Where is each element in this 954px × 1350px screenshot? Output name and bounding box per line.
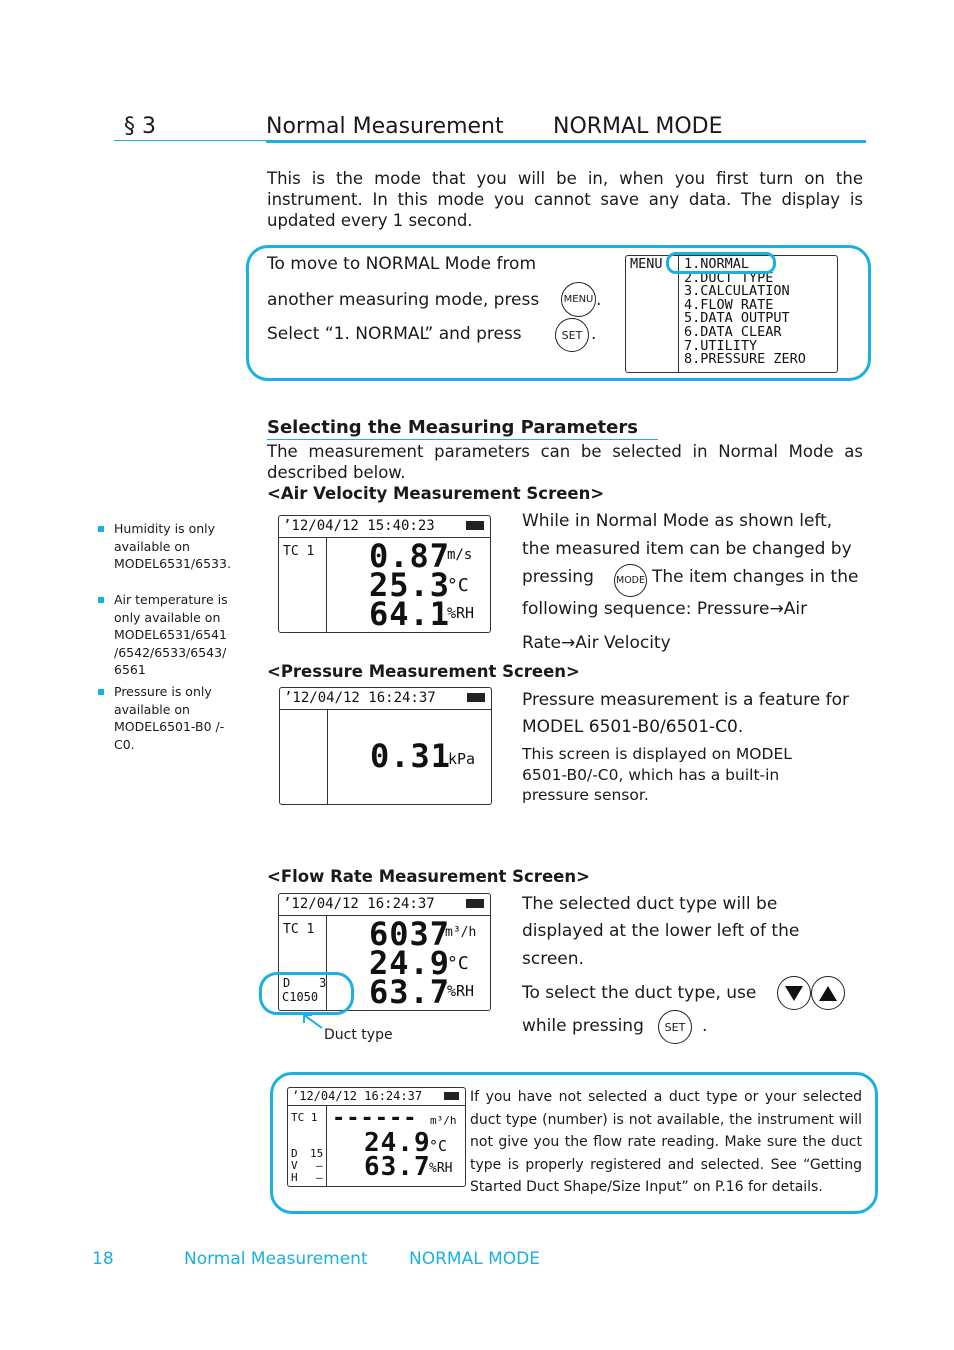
pressure-heading: <Pressure Measurement Screen> bbox=[267, 662, 580, 681]
lcd-humidity-value: 64.1 bbox=[369, 595, 451, 633]
lcd-temp-unit: °C bbox=[447, 575, 469, 596]
params-heading: Selecting the Measuring Parameters bbox=[267, 417, 638, 438]
lcd-humidity-unit: %RH bbox=[447, 604, 475, 622]
page-mode-title: NORMAL MODE bbox=[553, 114, 723, 139]
lcd-flow-unit: m³/h bbox=[430, 1114, 457, 1127]
lcd-v-value: – bbox=[316, 1159, 323, 1172]
period-3: . bbox=[702, 1016, 708, 1036]
lcd-datetime: ’12/04/12 15:40:23 bbox=[279, 516, 490, 538]
air-text-2: the measured item can be changed by bbox=[522, 539, 852, 559]
battery-icon bbox=[466, 899, 484, 908]
no-duct-screen bbox=[287, 1087, 466, 1187]
side-note-air-temp: Air temperature is only available on MODEL6531/6541 /6542/6533/6543/ 6561 bbox=[114, 592, 228, 677]
duct-type-highlight-oval bbox=[259, 972, 354, 1015]
page-number: 18 bbox=[92, 1249, 114, 1269]
air-text-3a: pressing bbox=[522, 567, 594, 587]
lcd-d-value: 15 bbox=[310, 1147, 324, 1160]
down-arrow-icon bbox=[785, 986, 803, 1001]
lcd-flow-dashes: ------ bbox=[332, 1106, 418, 1131]
set-button[interactable]: SET bbox=[555, 318, 589, 352]
mode-button[interactable]: MODE bbox=[614, 564, 647, 597]
lcd-datetime: ’12/04/12 16:24:37 bbox=[279, 894, 490, 916]
footer-title: Normal Measurement bbox=[184, 1249, 368, 1269]
down-button[interactable] bbox=[777, 976, 811, 1010]
flow-text-1: The selected duct type will be bbox=[522, 894, 778, 914]
flow-text-2: displayed at the lower left of the bbox=[522, 921, 800, 941]
lcd-temp-unit: °C bbox=[429, 1137, 448, 1155]
note-text: If you have not selected a duct type or your selected duct type (number) is not available, the instrument will not give you the flow rate reading. Make sure the duct type is properly registered and selected. See “Getting Started Duct Shape/Size Input” on P.16 for details. bbox=[470, 1089, 862, 1195]
menu-item: 1.NORMAL bbox=[684, 256, 750, 272]
menu-item: 8.PRESSURE ZERO bbox=[684, 351, 806, 368]
menu-item: 6.DATA CLEAR bbox=[684, 323, 782, 340]
air-text-4: following sequence: Pressure→Air bbox=[522, 599, 808, 619]
params-description: The measurement parameters can be selected in Normal Mode as described below. bbox=[267, 442, 863, 482]
lcd-tc-label: TC 1 bbox=[283, 544, 315, 559]
lcd-v-label: V bbox=[291, 1159, 298, 1172]
header-rule-right bbox=[266, 140, 866, 143]
menu-item: 4.FLOW RATE bbox=[684, 296, 774, 313]
lcd-humidity-unit: %RH bbox=[447, 982, 475, 1000]
lcd-pressure-unit: kPa bbox=[448, 750, 476, 768]
air-heading: <Air Velocity Measurement Screen> bbox=[267, 484, 605, 503]
lcd-d-label: D bbox=[291, 1147, 298, 1160]
move-line-3: Select “1. NORMAL” and press bbox=[267, 324, 522, 344]
page-title: Normal Measurement bbox=[266, 114, 504, 139]
side-note-bullet bbox=[98, 526, 104, 532]
period-2: . bbox=[591, 324, 597, 344]
air-text-1: While in Normal Mode as shown left, bbox=[522, 511, 833, 531]
lcd-duct-c: C1050 bbox=[282, 990, 319, 1004]
lcd-flow-unit: m³/h bbox=[445, 925, 477, 940]
lcd-divider bbox=[326, 1105, 327, 1186]
params-heading-underline bbox=[267, 439, 658, 440]
lcd-tc-label: TC 1 bbox=[291, 1111, 318, 1124]
pressure-text-3: This screen is displayed on MODEL 6501-B0/-C0, which has a built-in pressure sensor. bbox=[522, 745, 792, 804]
air-velocity-screen bbox=[278, 515, 491, 633]
lcd-divider bbox=[326, 537, 327, 632]
menu-item: 7.UTILITY bbox=[684, 337, 758, 354]
lcd-velocity-value: 0.87 bbox=[369, 537, 451, 575]
intro-paragraph: This is the mode that you will be in, when you first turn on the instrument. In this mode you cannot save any data. The display is updated every 1 second. bbox=[267, 169, 863, 230]
side-note-humidity: Humidity is only available on MODEL6531/6533. bbox=[114, 521, 231, 571]
battery-icon bbox=[444, 1092, 459, 1100]
pressure-screen bbox=[279, 687, 492, 805]
battery-icon bbox=[467, 693, 485, 702]
battery-icon bbox=[466, 521, 484, 530]
up-arrow-icon bbox=[819, 986, 837, 1001]
menu-item: 3.CALCULATION bbox=[684, 283, 790, 300]
side-note-bullet bbox=[98, 597, 104, 603]
duct-type-label: Duct type bbox=[324, 1027, 393, 1043]
duct-type-arrow bbox=[300, 1012, 324, 1030]
side-note-pressure: Pressure is only available on MODEL6501-B0 /-C0. bbox=[114, 684, 225, 752]
lcd-humidity-unit: %RH bbox=[429, 1161, 453, 1176]
air-text-3b: The item changes in the bbox=[652, 567, 859, 587]
header-rule-left bbox=[114, 140, 266, 141]
section-number: § 3 bbox=[124, 114, 156, 139]
pressure-text-1: Pressure measurement is a feature for bbox=[522, 690, 849, 710]
side-note-bullet bbox=[98, 689, 104, 695]
lcd-temp-unit: °C bbox=[447, 953, 469, 974]
lcd-humidity-value: 63.7 bbox=[364, 1152, 431, 1182]
lcd-duct-d: D 3 bbox=[283, 976, 327, 990]
move-line-1: To move to NORMAL Mode from bbox=[267, 254, 537, 274]
flow-text-5: while pressing bbox=[522, 1016, 644, 1036]
flow-heading: <Flow Rate Measurement Screen> bbox=[267, 867, 590, 886]
lcd-h-label: H bbox=[291, 1171, 298, 1184]
lcd-pressure-value: 0.31 bbox=[370, 737, 452, 775]
lcd-datetime: ’12/04/12 16:24:37 bbox=[288, 1088, 465, 1106]
menu-button[interactable]: MENU bbox=[561, 282, 596, 317]
menu-list bbox=[684, 258, 806, 367]
lcd-temp-value: 25.3 bbox=[369, 566, 451, 604]
lcd-temp-value: 24.9 bbox=[369, 944, 451, 982]
lcd-velocity-unit: m/s bbox=[447, 547, 473, 563]
footer-mode: NORMAL MODE bbox=[409, 1249, 540, 1269]
menu-item: 2.DUCT TYPE bbox=[684, 269, 774, 286]
flow-text-4: To select the duct type, use bbox=[522, 983, 757, 1003]
period-1: . bbox=[596, 290, 602, 310]
lcd-tc-label: TC 1 bbox=[283, 922, 315, 937]
lcd-humidity-value: 63.7 bbox=[369, 973, 451, 1011]
up-button[interactable] bbox=[811, 976, 845, 1010]
normal-highlight-oval bbox=[666, 252, 776, 274]
set-button[interactable]: SET bbox=[658, 1010, 692, 1044]
air-text-5: Rate→Air Velocity bbox=[522, 633, 671, 653]
lcd-divider bbox=[327, 709, 328, 804]
lcd-flow-value: 6037 bbox=[369, 915, 451, 953]
lcd-temp-value: 24.9 bbox=[364, 1128, 431, 1158]
lcd-h-value: – bbox=[316, 1171, 323, 1184]
pressure-text-2: MODEL 6501-B0/6501-C0. bbox=[522, 717, 744, 737]
move-line-2: another measuring mode, press bbox=[267, 290, 540, 310]
menu-item: 5.DATA OUTPUT bbox=[684, 310, 790, 327]
flow-text-3: screen. bbox=[522, 949, 584, 969]
lcd-datetime: ’12/04/12 16:24:37 bbox=[280, 688, 491, 710]
menu-screen-title: MENU bbox=[630, 256, 663, 272]
